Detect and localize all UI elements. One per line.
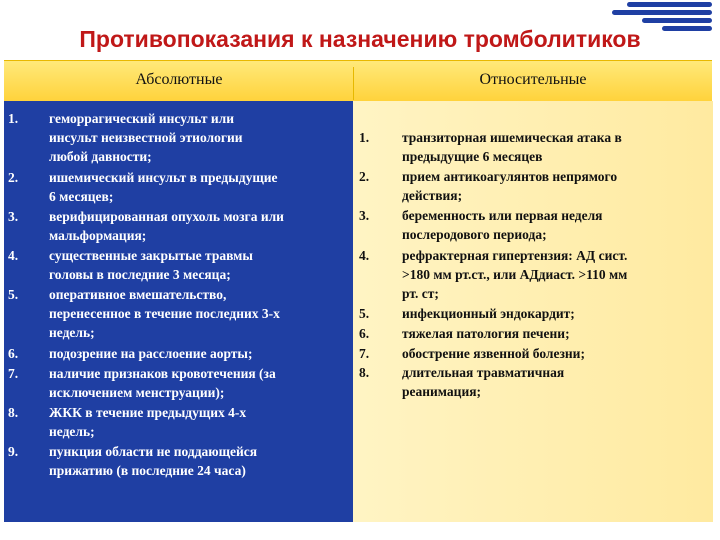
item-text-line: обострение язвенной болезни; xyxy=(402,345,585,361)
item-number: 4. xyxy=(359,247,370,263)
item-text xyxy=(402,246,707,303)
item-number: 9. xyxy=(8,444,19,460)
column-header-relative: Относительные xyxy=(479,71,587,88)
item-text-line: беременность или первая неделя xyxy=(402,208,603,224)
relative-contraindications-panel xyxy=(353,101,713,522)
item-text xyxy=(49,246,349,284)
item-text xyxy=(402,128,707,166)
item-text-line: недель; xyxy=(49,325,95,341)
item-text xyxy=(49,168,349,206)
item-text xyxy=(49,109,349,166)
item-text-line: существенные закрытые травмы xyxy=(49,248,253,264)
item-text xyxy=(49,364,349,402)
item-text xyxy=(49,403,349,441)
item-text xyxy=(49,207,349,245)
item-text xyxy=(402,324,707,343)
item-number: 2. xyxy=(359,169,370,185)
item-text-line: инсульт неизвестной этиологии xyxy=(49,130,243,145)
item-text xyxy=(49,285,349,342)
item-text-line: перенесенное в течение последних 3-х xyxy=(49,306,280,322)
item-text-line: предыдущие 6 месяцев xyxy=(402,149,543,164)
item-text-line: рт. ст; xyxy=(402,285,439,301)
item-number: 4. xyxy=(8,248,19,264)
item-number: 3. xyxy=(359,208,370,224)
page-title: Противопоказания к назначению тромболитиков xyxy=(79,26,641,52)
item-text-line: пункция области не поддающейся xyxy=(49,444,258,460)
item-text-line: исключением менструации); xyxy=(49,384,225,400)
item-text-line: послеродового периода; xyxy=(402,227,547,243)
item-text-line: >180 мм рт.ст., или АДдиаст. >110 мм xyxy=(402,266,628,282)
item-number: 5. xyxy=(8,287,19,303)
item-number: 6. xyxy=(359,326,370,341)
column-header-absolute: Абсолютные xyxy=(135,71,223,88)
item-text-line: транзиторная ишемическая атака в xyxy=(402,130,622,145)
item-text-line: прижатию (в последние 24 часа) xyxy=(49,463,246,479)
item-text-line: недель; xyxy=(49,424,95,439)
item-text-line: 6 месяцев; xyxy=(49,188,114,204)
item-text-line: головы в последние 3 месяца; xyxy=(49,267,231,283)
item-text-line: действия; xyxy=(402,188,463,204)
item-text xyxy=(402,344,707,363)
item-text-line: оперативное вмешательство, xyxy=(49,287,227,303)
item-text xyxy=(402,167,707,205)
item-text-line: любой давности; xyxy=(49,149,152,164)
item-text-line: геморрагический инсульт или xyxy=(49,111,234,126)
item-text-line: реанимация; xyxy=(402,384,482,400)
item-text xyxy=(402,363,707,401)
item-number: 1. xyxy=(8,111,19,126)
item-number: 8. xyxy=(8,405,19,420)
item-text-line: ЖКК в течение предыдущих 4-х xyxy=(49,405,247,420)
item-number: 5. xyxy=(359,306,370,322)
item-text xyxy=(402,206,707,244)
item-number: 7. xyxy=(8,365,19,381)
item-text xyxy=(402,304,707,323)
item-text-line: инфекционный эндокардит; xyxy=(402,306,575,322)
item-text-line: ишемический инсульт в предыдущие xyxy=(49,169,278,185)
item-text-line: мальформация; xyxy=(49,228,147,243)
item-text-line: наличие признаков кровотечения (за xyxy=(49,365,276,381)
item-number: 1. xyxy=(359,130,370,145)
item-number: 7. xyxy=(359,345,370,361)
item-text xyxy=(49,442,349,480)
item-number: 2. xyxy=(8,169,19,185)
item-number: 3. xyxy=(8,209,19,224)
item-text-line: верифицированная опухоль мозга или xyxy=(49,209,284,224)
item-text-line: длительная травматичная xyxy=(402,365,565,381)
item-text-line: прием антикоагулянтов непрямого xyxy=(402,169,618,185)
item-text-line: рефрактерная гипертензия: АД сист. xyxy=(402,247,628,263)
absolute-contraindications-panel xyxy=(4,101,353,522)
item-text-line: тяжелая патология печени; xyxy=(402,326,570,341)
item-number: 6. xyxy=(8,346,19,362)
item-text xyxy=(49,344,349,363)
item-number: 8. xyxy=(359,365,370,381)
table-header xyxy=(4,60,712,102)
item-text-line: подозрение на расслоение аорты; xyxy=(49,346,253,362)
